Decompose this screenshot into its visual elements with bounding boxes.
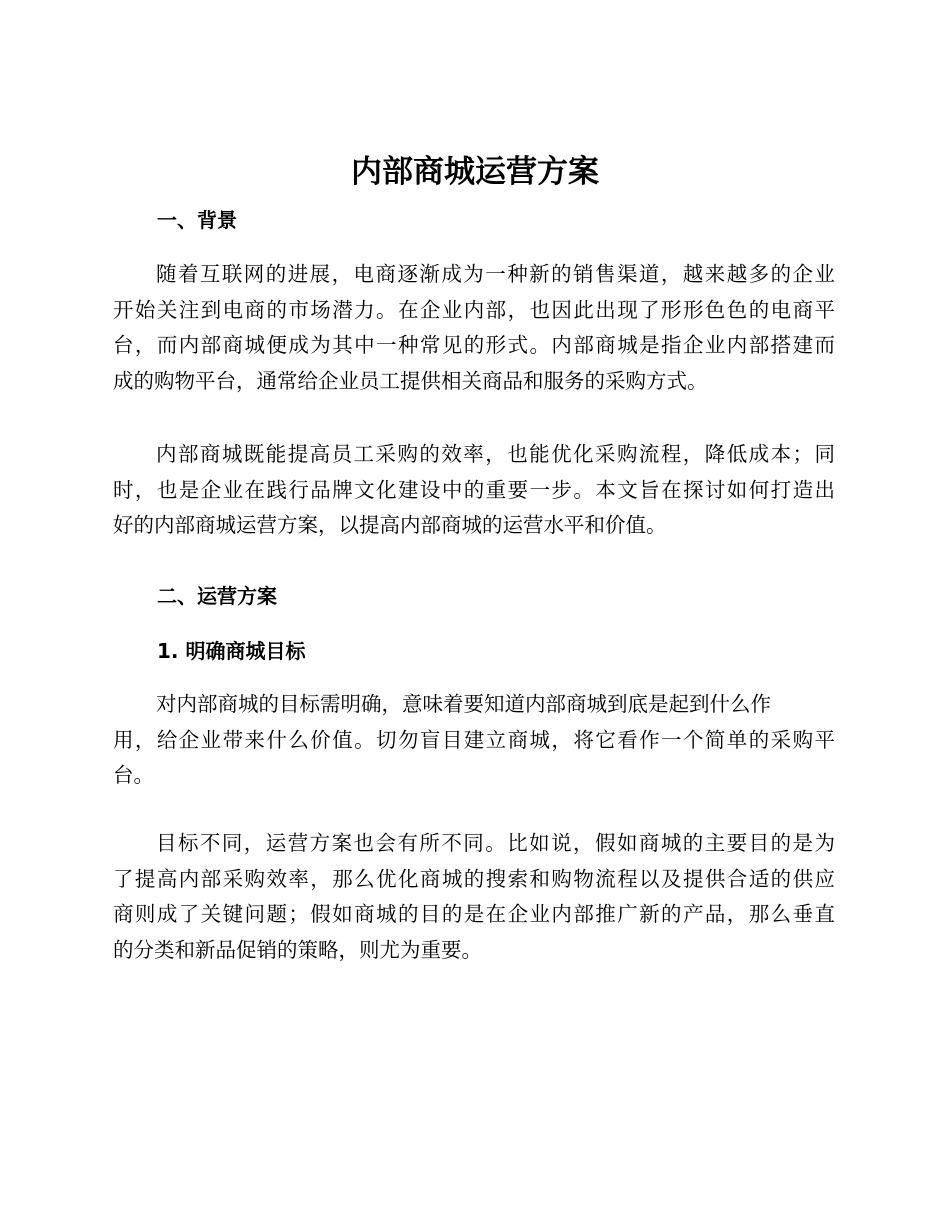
- paragraph-goal-1: [113, 687, 835, 794]
- paragraph-background-2: [113, 437, 835, 544]
- paragraph-line: 好的内部商城运营方案，以提高内部商城的运营水平和价值。: [113, 513, 667, 537]
- paragraph-line: 台，而内部商城便成为其中一种常见的形式。内部商城是指企业内部搭建而: [113, 333, 835, 357]
- paragraph-line: 成的购物平台，通常给企业员工提供相关商品和服务的采购方式。: [113, 368, 708, 393]
- document-title: 内部商城运营方案: [351, 154, 599, 190]
- paragraph-line: 时，也是企业在践行品牌文化建设中的重要一步。本文旨在探讨如何打造出: [113, 477, 835, 502]
- paragraph-line: 用，给企业带来什么价值。切勿盲目建立商城，将它看作一个简单的采购平: [113, 727, 835, 752]
- paragraph-line: 目标不同，运营方案也会有所不同。比如说，假如商城的主要目的是为: [156, 831, 835, 855]
- paragraph-line: 商则成了关键问题；假如商城的目的是在企业内部推广新的产品，那么垂直: [113, 902, 835, 926]
- paragraph-line: 内部商城既能提高员工采购的效率，也能优化采购流程，降低成本；同: [156, 442, 835, 466]
- section-heading-operation-plan: 二、运营方案: [157, 584, 277, 608]
- section-heading-background: 一、背景: [157, 208, 237, 232]
- paragraph-line: 的分类和新品促销的策略，则尤为重要。: [113, 937, 482, 962]
- paragraph-line: 台。: [113, 763, 154, 787]
- paragraph-line: 了提高内部采购效率，那么优化商城的搜索和购物流程以及提供合适的供应: [113, 866, 835, 891]
- paragraph-background-1: [113, 257, 835, 399]
- paragraph-line: 随着互联网的进展，电商逐渐成为一种新的销售渠道，越来越多的企业: [156, 262, 835, 286]
- paragraph-line: 对内部商城的目标需明确，意味着要知道内部商城到底是起到什么作: [156, 692, 771, 716]
- paragraph-line: 开始关注到电商的市场潜力。在企业内部，也因此出现了形形色色的电商平: [113, 297, 835, 322]
- paragraph-goal-2: [113, 826, 835, 968]
- subsection-heading-clarify-goal: 1. 明确商城目标: [157, 639, 306, 663]
